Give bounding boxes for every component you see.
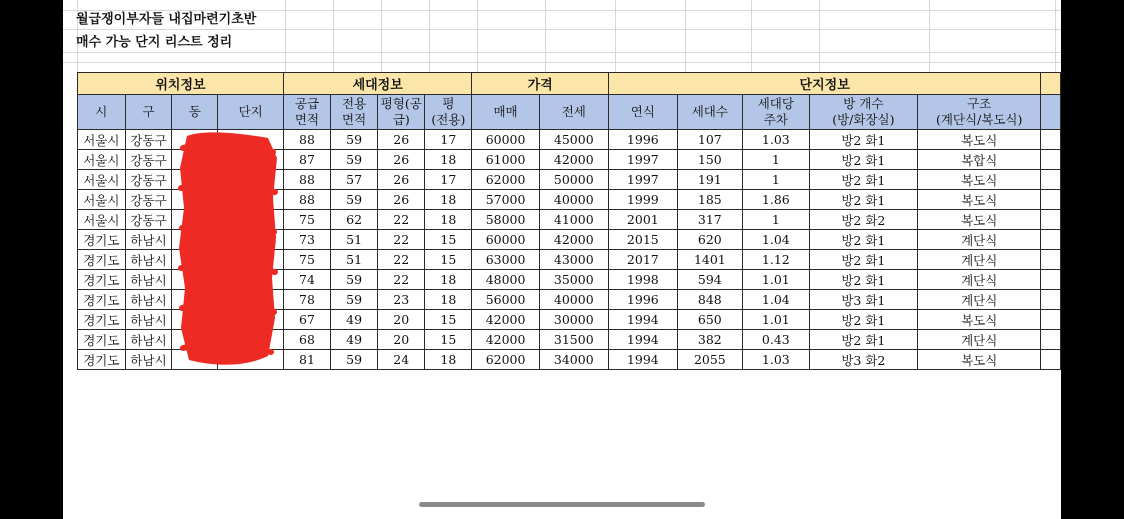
- cell-sale-price[interactable]: 42000: [472, 330, 539, 350]
- cell-sale-price[interactable]: 58000: [472, 210, 539, 230]
- cell-households[interactable]: 382: [677, 330, 742, 350]
- cell-pyeong-exclusive[interactable]: 18: [425, 350, 472, 370]
- cell-pyeong-supply[interactable]: 20: [378, 330, 425, 350]
- cell-next[interactable]: [1041, 190, 1061, 210]
- cell-jeonse-price[interactable]: 30000: [539, 310, 608, 330]
- cell-si[interactable]: 경기도: [78, 350, 126, 370]
- cell-parking[interactable]: 1.01: [742, 270, 809, 290]
- cell-households[interactable]: 317: [677, 210, 742, 230]
- cell-exclusive-area[interactable]: 59: [331, 270, 378, 290]
- cell-parking[interactable]: 0.43: [742, 330, 809, 350]
- header-supply-area[interactable]: 공급 면적: [283, 95, 330, 130]
- grid-line: [63, 62, 1061, 63]
- cell-jeonse-price[interactable]: 43000: [539, 250, 608, 270]
- cell-pyeong-supply[interactable]: 23: [378, 290, 425, 310]
- cell-si[interactable]: 경기도: [78, 290, 126, 310]
- cell-pyeong-supply[interactable]: 24: [378, 350, 425, 370]
- cell-pyeong-supply[interactable]: 22: [378, 270, 425, 290]
- grid-line: [381, 0, 382, 72]
- header-households[interactable]: 세대수: [677, 95, 742, 130]
- cell-jeonse-price[interactable]: 35000: [539, 270, 608, 290]
- cell-structure[interactable]: 복도식: [917, 310, 1041, 330]
- cell-pyeong-supply[interactable]: 20: [378, 310, 425, 330]
- horizontal-scroll-indicator[interactable]: [419, 502, 705, 507]
- cell-next[interactable]: [1041, 330, 1061, 350]
- header-gu[interactable]: 구: [125, 95, 172, 130]
- cell-households[interactable]: 2055: [677, 350, 742, 370]
- cell-structure[interactable]: 복도식: [917, 210, 1041, 230]
- cell-households[interactable]: 620: [677, 230, 742, 250]
- cell-year-built[interactable]: 1997: [608, 150, 677, 170]
- cell-year-built[interactable]: 1994: [608, 310, 677, 330]
- cell-rooms[interactable]: 방2 화1: [809, 270, 917, 290]
- cell-pyeong-supply[interactable]: 26: [378, 150, 425, 170]
- cell-year-built[interactable]: 1994: [608, 330, 677, 350]
- header-pyeong-supply[interactable]: 평형(공 급): [378, 95, 425, 130]
- sheet-subtitle: 매수 가능 단지 리스트 정리: [76, 35, 233, 50]
- cell-exclusive-area[interactable]: 49: [331, 330, 378, 350]
- cell-pyeong-exclusive[interactable]: 15: [425, 330, 472, 350]
- cell-sale-price[interactable]: 60000: [472, 130, 539, 150]
- cell-pyeong-supply[interactable]: 26: [378, 130, 425, 150]
- cell-supply-area[interactable]: 87: [283, 150, 330, 170]
- cell-pyeong-supply[interactable]: 22: [378, 230, 425, 250]
- category-complex-info[interactable]: 단지정보: [608, 73, 1041, 95]
- category-price[interactable]: 가격: [472, 73, 608, 95]
- cell-year-built[interactable]: 1996: [608, 290, 677, 310]
- cell-supply-area[interactable]: 75: [283, 250, 330, 270]
- cell-households[interactable]: 848: [677, 290, 742, 310]
- cell-parking[interactable]: 1.01: [742, 310, 809, 330]
- cell-supply-area[interactable]: 88: [283, 130, 330, 150]
- header-next[interactable]: [1041, 95, 1061, 130]
- cell-sale-price[interactable]: 42000: [472, 310, 539, 330]
- cell-next[interactable]: [1041, 170, 1061, 190]
- cell-pyeong-supply[interactable]: 22: [378, 210, 425, 230]
- spreadsheet-area[interactable]: [63, 0, 1061, 519]
- cell-exclusive-area[interactable]: 59: [331, 130, 378, 150]
- cell-next[interactable]: [1041, 210, 1061, 230]
- cell-next[interactable]: [1041, 310, 1061, 330]
- cell-pyeong-supply[interactable]: 26: [378, 190, 425, 210]
- cell-pyeong-exclusive[interactable]: 18: [425, 270, 472, 290]
- cell-year-built[interactable]: 1998: [608, 270, 677, 290]
- cell-pyeong-exclusive[interactable]: 18: [425, 190, 472, 210]
- cell-rooms[interactable]: 방2 화2: [809, 210, 917, 230]
- cell-structure[interactable]: 계단식: [917, 270, 1041, 290]
- cell-next[interactable]: [1041, 290, 1061, 310]
- cell-si[interactable]: 경기도: [78, 330, 126, 350]
- cell-year-built[interactable]: 1999: [608, 190, 677, 210]
- cell-exclusive-area[interactable]: 49: [331, 310, 378, 330]
- cell-parking[interactable]: 1.04: [742, 290, 809, 310]
- cell-structure[interactable]: 복도식: [917, 350, 1041, 370]
- cell-sale-price[interactable]: 56000: [472, 290, 539, 310]
- header-dong[interactable]: 동: [172, 95, 218, 130]
- cell-structure[interactable]: 계단식: [917, 230, 1041, 250]
- cell-supply-area[interactable]: 78: [283, 290, 330, 310]
- cell-supply-area[interactable]: 74: [283, 270, 330, 290]
- cell-si[interactable]: 서울시: [78, 170, 126, 190]
- cell-supply-area[interactable]: 67: [283, 310, 330, 330]
- header-structure[interactable]: 구조 (계단식/복도식): [917, 95, 1041, 130]
- cell-exclusive-area[interactable]: 59: [331, 350, 378, 370]
- cell-jeonse-price[interactable]: 42000: [539, 230, 608, 250]
- cell-exclusive-area[interactable]: 59: [331, 290, 378, 310]
- cell-si[interactable]: 서울시: [78, 150, 126, 170]
- cell-jeonse-price[interactable]: 45000: [539, 130, 608, 150]
- grid-line: [545, 0, 546, 72]
- cell-next[interactable]: [1041, 230, 1061, 250]
- header-danji[interactable]: 단지: [218, 95, 283, 130]
- cell-parking[interactable]: 1.04: [742, 230, 809, 250]
- cell-jeonse-price[interactable]: 40000: [539, 190, 608, 210]
- cell-pyeong-exclusive[interactable]: 15: [425, 250, 472, 270]
- cell-supply-area[interactable]: 81: [283, 350, 330, 370]
- cell-sale-price[interactable]: 61000: [472, 150, 539, 170]
- grid-line: [615, 0, 616, 72]
- cell-supply-area[interactable]: 68: [283, 330, 330, 350]
- cell-supply-area[interactable]: 73: [283, 230, 330, 250]
- cell-gu[interactable]: 강동구: [125, 130, 172, 150]
- category-next[interactable]: [1041, 73, 1061, 95]
- cell-next[interactable]: [1041, 150, 1061, 170]
- cell-year-built[interactable]: 1996: [608, 130, 677, 150]
- cell-gu[interactable]: 하남시: [125, 330, 172, 350]
- cell-rooms[interactable]: 방2 화1: [809, 130, 917, 150]
- cell-next[interactable]: [1041, 130, 1061, 150]
- cell-jeonse-price[interactable]: 40000: [539, 290, 608, 310]
- cell-structure[interactable]: 계단식: [917, 290, 1041, 310]
- cell-gu[interactable]: 하남시: [125, 230, 172, 250]
- cell-rooms[interactable]: 방2 화1: [809, 250, 917, 270]
- cell-jeonse-price[interactable]: 42000: [539, 150, 608, 170]
- cell-exclusive-area[interactable]: 51: [331, 250, 378, 270]
- column-header-row: [78, 95, 1061, 130]
- grid-line: [685, 0, 686, 72]
- cell-gu[interactable]: 강동구: [125, 150, 172, 170]
- cell-households[interactable]: 185: [677, 190, 742, 210]
- cell-parking[interactable]: 1.03: [742, 350, 809, 370]
- cell-sale-price[interactable]: 62000: [472, 350, 539, 370]
- cell-rooms[interactable]: 방3 화1: [809, 290, 917, 310]
- cell-rooms[interactable]: 방2 화1: [809, 310, 917, 330]
- cell-pyeong-supply[interactable]: 22: [378, 250, 425, 270]
- cell-gu[interactable]: 하남시: [125, 310, 172, 330]
- cell-exclusive-area[interactable]: 51: [331, 230, 378, 250]
- cell-supply-area[interactable]: 88: [283, 190, 330, 210]
- grid-line: [819, 0, 820, 72]
- cell-gu[interactable]: 강동구: [125, 210, 172, 230]
- cell-si[interactable]: 서울시: [78, 210, 126, 230]
- category-location[interactable]: 위치정보: [78, 73, 284, 95]
- cell-year-built[interactable]: 2015: [608, 230, 677, 250]
- cell-si[interactable]: 경기도: [78, 230, 126, 250]
- cell-structure[interactable]: 복도식: [917, 190, 1041, 210]
- grid-line: [333, 0, 334, 72]
- cell-structure[interactable]: 계단식: [917, 330, 1041, 350]
- cell-rooms[interactable]: 방2 화1: [809, 150, 917, 170]
- cell-households[interactable]: 594: [677, 270, 742, 290]
- cell-si[interactable]: 서울시: [78, 130, 126, 150]
- cell-pyeong-supply[interactable]: 26: [378, 170, 425, 190]
- cell-jeonse-price[interactable]: 31500: [539, 330, 608, 350]
- cell-parking[interactable]: 1: [742, 210, 809, 230]
- grid-line: [63, 29, 1061, 30]
- cell-si[interactable]: 경기도: [78, 250, 126, 270]
- header-sale-price[interactable]: 매매: [472, 95, 539, 130]
- cell-rooms[interactable]: 방2 화1: [809, 330, 917, 350]
- cell-rooms[interactable]: 방3 화2: [809, 350, 917, 370]
- header-room-count[interactable]: 방 개수 (방/화장실): [809, 95, 917, 130]
- sheet-title: 월급쟁이부자들 내집마련기초반: [76, 12, 257, 27]
- header-pyeong-exclusive[interactable]: 평 (전용): [425, 95, 472, 130]
- cell-sale-price[interactable]: 57000: [472, 190, 539, 210]
- cell-exclusive-area[interactable]: 62: [331, 210, 378, 230]
- cell-structure[interactable]: 복도식: [917, 170, 1041, 190]
- cell-si[interactable]: 경기도: [78, 310, 126, 330]
- grid-line: [477, 0, 478, 72]
- cell-pyeong-exclusive[interactable]: 17: [425, 130, 472, 150]
- cell-gu[interactable]: 강동구: [125, 190, 172, 210]
- grid-line: [1055, 0, 1056, 72]
- cell-supply-area[interactable]: 88: [283, 170, 330, 190]
- cell-sale-price[interactable]: 60000: [472, 230, 539, 250]
- cell-rooms[interactable]: 방2 화1: [809, 170, 917, 190]
- cell-parking[interactable]: 1: [742, 150, 809, 170]
- cell-households[interactable]: 191: [677, 170, 742, 190]
- cell-structure[interactable]: 복합식: [917, 150, 1041, 170]
- cell-jeonse-price[interactable]: 34000: [539, 350, 608, 370]
- cell-structure[interactable]: 계단식: [917, 250, 1041, 270]
- cell-parking[interactable]: 1.86: [742, 190, 809, 210]
- cell-households[interactable]: 650: [677, 310, 742, 330]
- grid-line: [63, 52, 1061, 53]
- cell-jeonse-price[interactable]: 50000: [539, 170, 608, 190]
- header-year-built[interactable]: 연식: [608, 95, 677, 130]
- cell-pyeong-exclusive[interactable]: 15: [425, 310, 472, 330]
- cell-gu[interactable]: 강동구: [125, 170, 172, 190]
- cell-exclusive-area[interactable]: 59: [331, 190, 378, 210]
- cell-sale-price[interactable]: 62000: [472, 170, 539, 190]
- cell-si[interactable]: 경기도: [78, 270, 126, 290]
- cell-year-built[interactable]: 1994: [608, 350, 677, 370]
- cell-sale-price[interactable]: 63000: [472, 250, 539, 270]
- header-jeonse-price[interactable]: 전세: [539, 95, 608, 130]
- cell-sale-price[interactable]: 48000: [472, 270, 539, 290]
- cell-pyeong-exclusive[interactable]: 18: [425, 210, 472, 230]
- grid-line: [751, 0, 752, 72]
- cell-gu[interactable]: 하남시: [125, 350, 172, 370]
- header-exclusive-area[interactable]: 전용 면적: [331, 95, 378, 130]
- cell-jeonse-price[interactable]: 41000: [539, 210, 608, 230]
- cell-gu[interactable]: 하남시: [125, 290, 172, 310]
- header-si[interactable]: 시: [78, 95, 126, 130]
- cell-rooms[interactable]: 방2 화1: [809, 190, 917, 210]
- cell-parking[interactable]: 1.03: [742, 130, 809, 150]
- cell-rooms[interactable]: 방2 화1: [809, 230, 917, 250]
- cell-exclusive-area[interactable]: 57: [331, 170, 378, 190]
- grid-line: [929, 0, 930, 72]
- cell-supply-area[interactable]: 75: [283, 210, 330, 230]
- grid-line: [285, 0, 286, 72]
- cell-year-built[interactable]: 1997: [608, 170, 677, 190]
- cell-households[interactable]: 150: [677, 150, 742, 170]
- cell-next[interactable]: [1041, 350, 1061, 370]
- cell-households[interactable]: 1401: [677, 250, 742, 270]
- cell-year-built[interactable]: 2001: [608, 210, 677, 230]
- cell-next[interactable]: [1041, 270, 1061, 290]
- cell-households[interactable]: 107: [677, 130, 742, 150]
- cell-parking[interactable]: 1.12: [742, 250, 809, 270]
- cell-si[interactable]: 서울시: [78, 190, 126, 210]
- cell-gu[interactable]: 하남시: [125, 270, 172, 290]
- cell-pyeong-exclusive[interactable]: 18: [425, 290, 472, 310]
- cell-gu[interactable]: 하남시: [125, 250, 172, 270]
- red-scribble-redaction: [173, 128, 283, 370]
- cell-next[interactable]: [1041, 250, 1061, 270]
- grid-line: [429, 0, 430, 72]
- cell-parking[interactable]: 1: [742, 170, 809, 190]
- cell-pyeong-exclusive[interactable]: 17: [425, 170, 472, 190]
- category-unit-info[interactable]: 세대정보: [283, 73, 472, 95]
- cell-pyeong-exclusive[interactable]: 18: [425, 150, 472, 170]
- cell-year-built[interactable]: 2017: [608, 250, 677, 270]
- cell-structure[interactable]: 복도식: [917, 130, 1041, 150]
- cell-exclusive-area[interactable]: 59: [331, 150, 378, 170]
- header-parking-per-household[interactable]: 세대당 주차: [742, 95, 809, 130]
- cell-pyeong-exclusive[interactable]: 15: [425, 230, 472, 250]
